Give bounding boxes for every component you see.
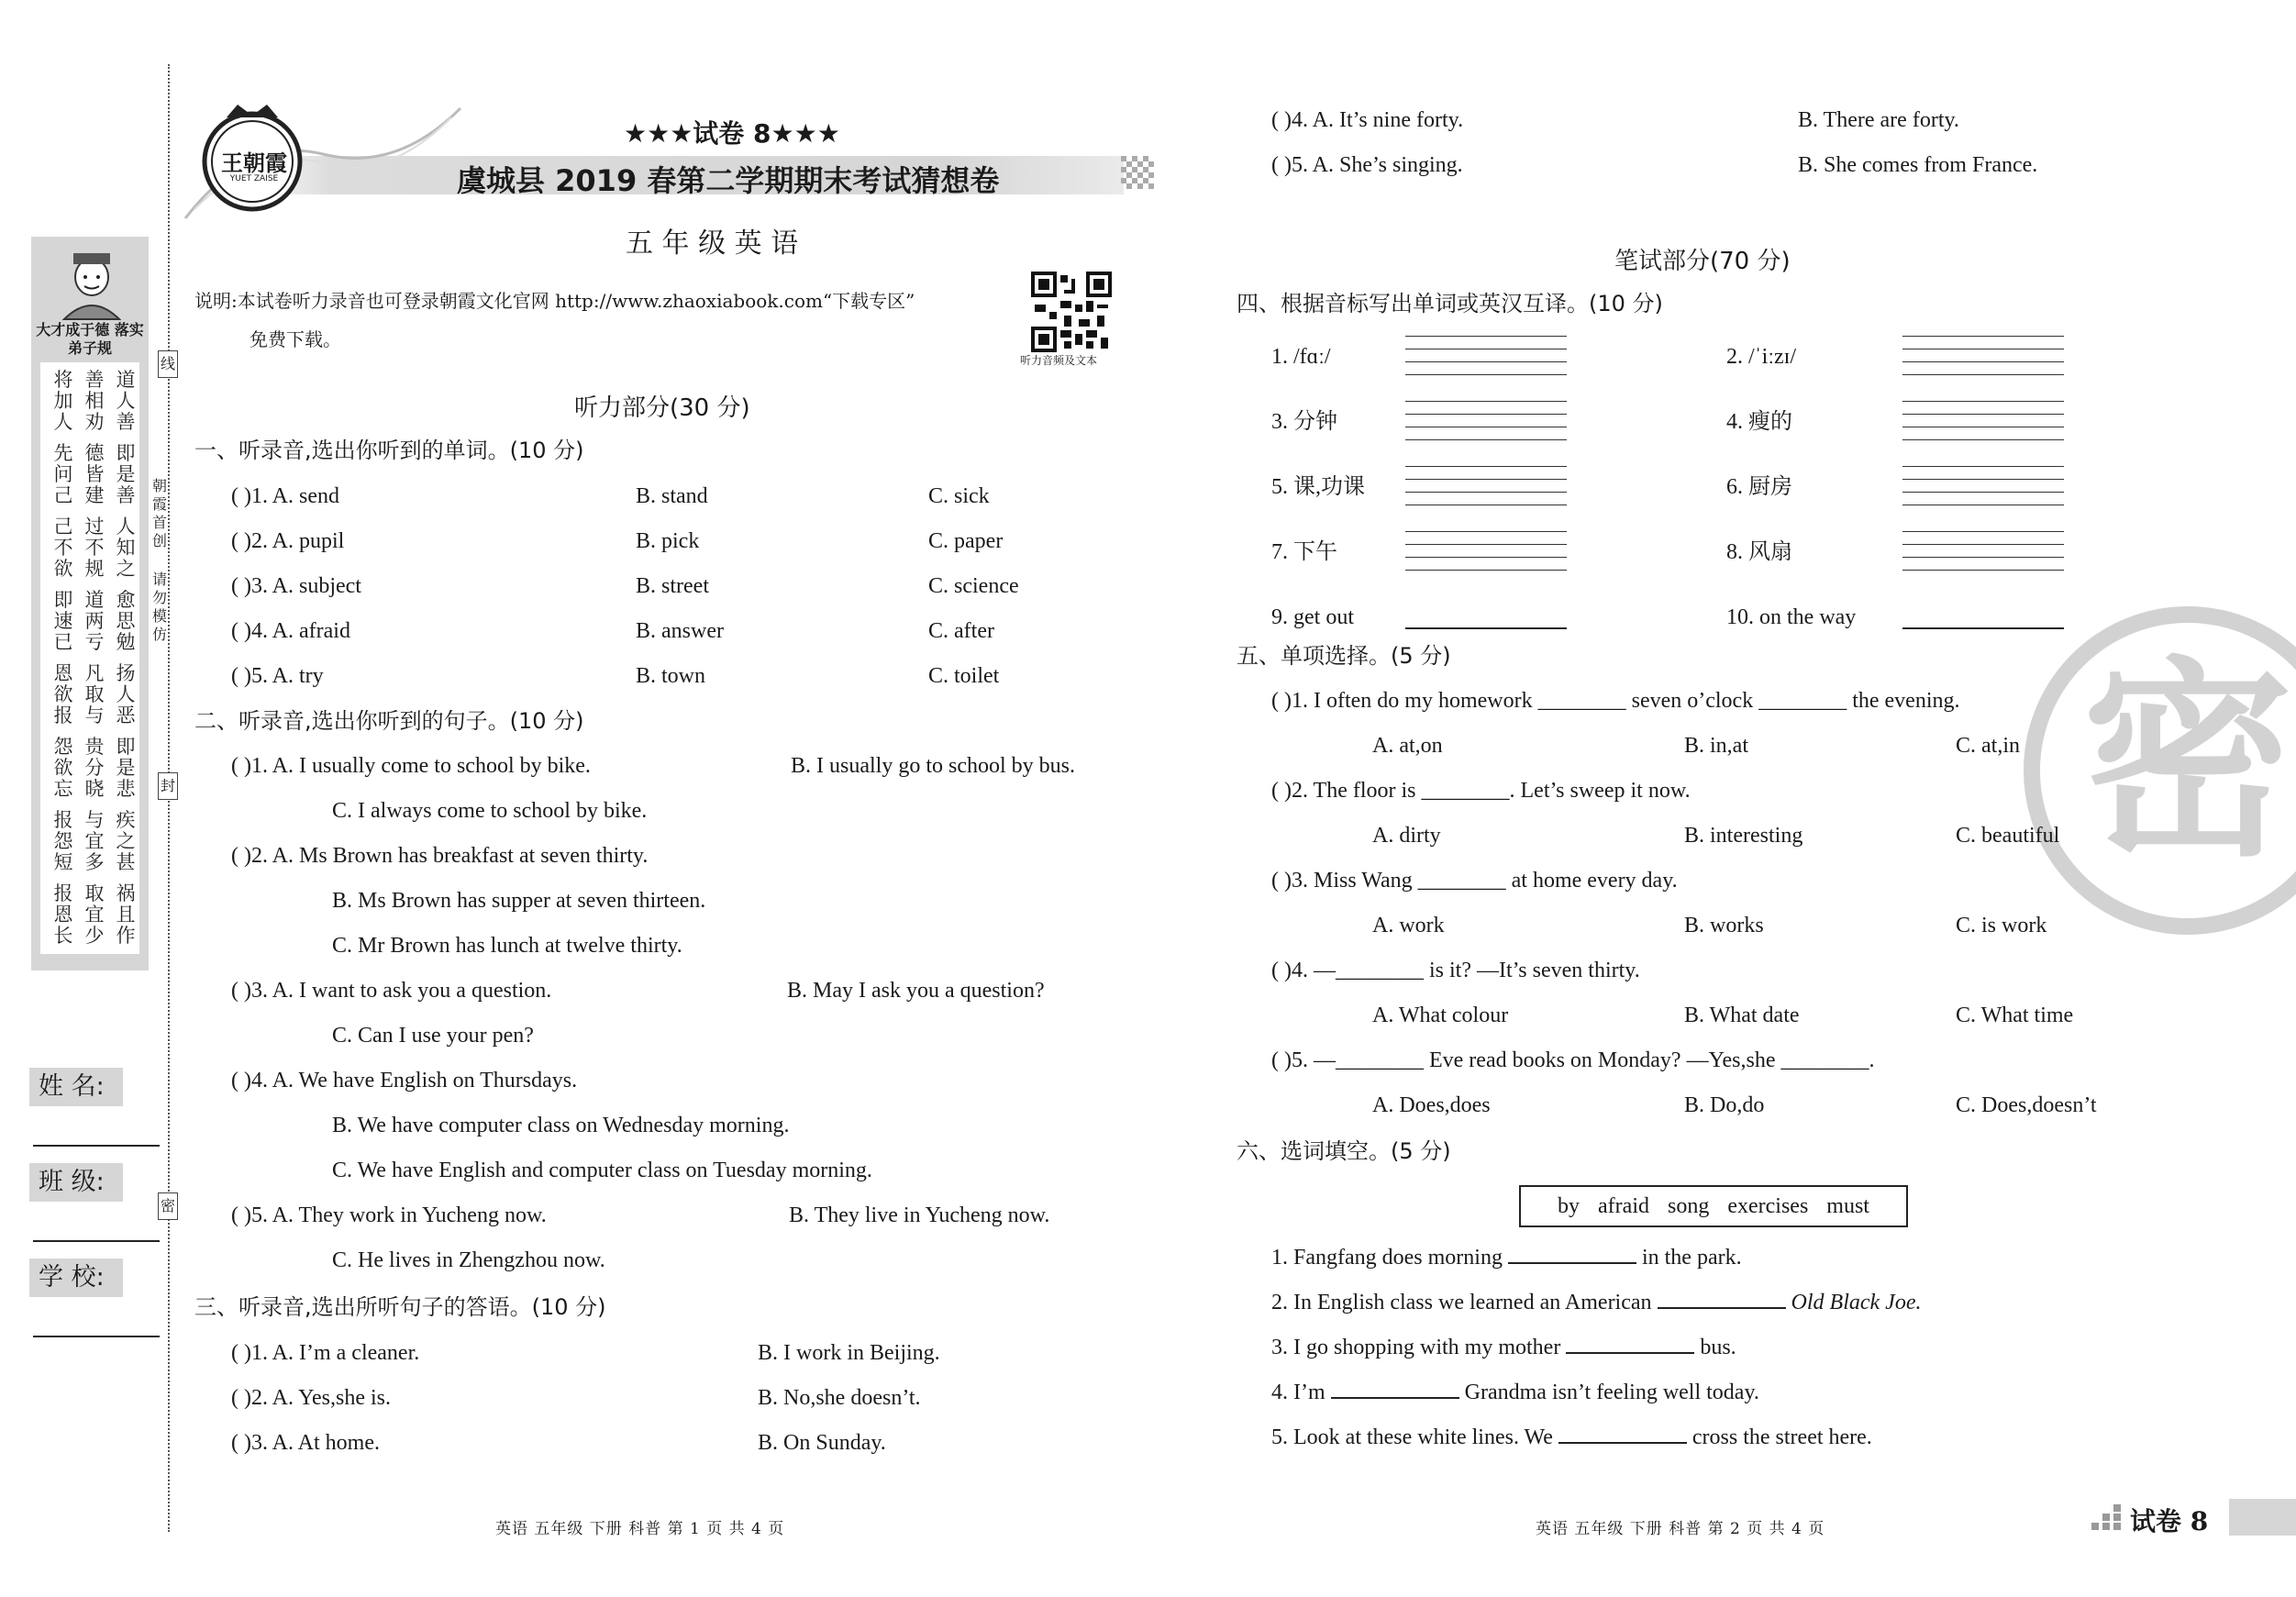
s4-item-6: 6. 厨房 <box>1726 475 1792 499</box>
s4-item-2: 2. /ˈiːzɪ/ <box>1726 345 1796 369</box>
motto-title: 大才成于德 落实弟子规 <box>36 321 144 357</box>
s3-q3-option-b: B. On Sunday. <box>758 1431 886 1455</box>
school-label: 学 校: <box>29 1259 123 1297</box>
listening-section-title: 听力部分(30 分) <box>574 394 750 422</box>
s1-q3-option-a: ( )3. A. subject <box>231 574 361 598</box>
s2-q2-option-b: B. Ms Brown has supper at seven thirteen. <box>332 889 706 913</box>
s1-q2-option-c: C. paper <box>928 529 1004 553</box>
s3-q4-option-b: B. There are forty. <box>1798 108 1959 132</box>
s5-q1-option-c: C. at,in <box>1956 734 2020 758</box>
s5-q3-stem: ( )3. Miss Wang ________ at home every day. <box>1271 869 1678 893</box>
binding-tag-line: 线 <box>158 350 178 378</box>
vertical-text-original: 朝霞首创 <box>151 477 167 549</box>
motto-column: 己不欲 <box>53 516 73 580</box>
s6-line-2: 2. In English class we learned an American Old Black Joe. <box>1271 1291 1922 1314</box>
s2-q4-option-c: C. We have English and computer class on Tuesday morning. <box>332 1159 872 1182</box>
exam-note-2: 免费下载。 <box>250 328 341 350</box>
s5-q2-option-b: B. interesting <box>1684 824 1803 848</box>
s2-q1-option-a: ( )1. A. I usually come to school by bike. <box>231 754 591 778</box>
s4-item-1: 1. /fɑː/ <box>1271 345 1331 369</box>
s2-q1-option-b: B. I usually go to school by bus. <box>791 754 1075 778</box>
section-3-title: 三、听录音,选出所听句子的答语。(10 分) <box>194 1294 606 1320</box>
s1-q4-option-c: C. after <box>928 619 994 643</box>
name-label: 姓 名: <box>29 1068 123 1106</box>
qr-code-icon[interactable] <box>1031 272 1112 352</box>
secret-seal-watermark-icon <box>2023 605 2296 936</box>
motto-column: 德皆建 <box>84 442 105 506</box>
s6-line-1: 1. Fangfang does morning in the park. <box>1271 1246 1742 1270</box>
s2-q5-option-a: ( )5. A. They work in Yucheng now. <box>231 1203 547 1227</box>
motto-column: 善相劝 <box>84 369 105 433</box>
class-field[interactable] <box>33 1240 160 1242</box>
s2-q1-option-c: C. I always come to school by bike. <box>332 799 648 823</box>
motto-column: 愈思勉 <box>116 589 136 653</box>
s1-q5-option-a: ( )5. A. try <box>231 664 324 688</box>
s1-q5-option-b: B. town <box>636 664 706 688</box>
s6-line-3: 3. I go shopping with my mother bus. <box>1271 1336 1736 1359</box>
s5-q2-option-a: A. dirty <box>1372 824 1441 848</box>
s3-q2-option-b: B. No,she doesn’t. <box>758 1386 921 1410</box>
s6-blank-2[interactable] <box>1658 1307 1786 1309</box>
corner-paper-number: 试卷 8 <box>2130 1506 2209 1536</box>
s4-item-3: 3. 分钟 <box>1271 410 1337 434</box>
s2-q4-option-a: ( )4. A. We have English on Thursdays. <box>231 1069 578 1092</box>
s1-q2-option-a: ( )2. A. pupil <box>231 529 345 553</box>
s3-q2-option-a: ( )2. A. Yes,she is. <box>231 1386 392 1410</box>
s5-q4-option-b: B. What date <box>1684 1004 1800 1027</box>
s4-item-10: 10. on the way <box>1726 605 1857 629</box>
s1-q4-option-b: B. answer <box>636 619 724 643</box>
s5-q5-stem: ( )5. —________ Eve read books on Monday? —Yes,she ________. <box>1271 1048 1875 1072</box>
section-5-title: 五、单项选择。(5 分) <box>1237 643 1451 669</box>
s4-item-7: 7. 下午 <box>1271 540 1337 564</box>
qr-caption: 听力音频及文本 <box>1020 354 1098 367</box>
s5-q5-option-b: B. Do,do <box>1684 1093 1765 1117</box>
binding-tag-seal: 封 <box>158 772 178 800</box>
s5-q1-option-b: B. in,at <box>1684 734 1748 758</box>
section-1-title: 一、听录音,选出你听到的单词。(10 分) <box>194 438 584 463</box>
paper-number: ★★★试卷 8★★★ <box>624 118 840 149</box>
exam-note: 说明:本试卷听力录音也可登录朝霞文化官网 http://www.zhaoxiabook.com“下载专区” <box>194 290 915 312</box>
s1-q3-option-c: C. science <box>928 574 1019 598</box>
s5-q3-option-b: B. works <box>1684 914 1764 937</box>
motto-column: 取宜少 <box>84 882 105 947</box>
s3-q1-option-a: ( )1. A. I’m a cleaner. <box>231 1341 420 1365</box>
s2-q3-option-a: ( )3. A. I want to ask you a question. <box>231 979 552 1003</box>
s1-q1-option-b: B. stand <box>636 484 708 508</box>
motto-column: 道两亏 <box>84 589 105 653</box>
s2-q2-option-c: C. Mr Brown has lunch at twelve thirty. <box>332 934 682 958</box>
seal-character: 密 <box>2081 640 2294 885</box>
s2-q5-option-c: C. He lives in Zhengzhou now. <box>332 1248 605 1272</box>
s1-q4-option-a: ( )4. A. afraid <box>231 619 350 643</box>
class-label: 班 级: <box>29 1163 123 1202</box>
s4-answer-line-9[interactable] <box>1405 627 1567 629</box>
checker-pattern-icon <box>1121 156 1154 194</box>
section-2-title: 二、听录音,选出你听到的句子。(10 分) <box>194 708 584 734</box>
s1-q1-option-a: ( )1. A. send <box>231 484 339 508</box>
motto-column: 即是悲 <box>116 736 136 800</box>
s1-q2-option-b: B. pick <box>636 529 700 553</box>
s6-blank-5[interactable] <box>1558 1442 1687 1444</box>
logo-text: 王朝霞 <box>221 152 287 176</box>
s5-q4-option-c: C. What time <box>1956 1004 2074 1027</box>
word-bank: by afraid song exercises must <box>1519 1185 1908 1227</box>
motto-column: 先问己 <box>53 442 73 506</box>
s5-q4-option-a: A. What colour <box>1372 1004 1509 1027</box>
s4-writing-lines-1[interactable] <box>1405 336 1567 391</box>
s5-q2-option-c: C. beautiful <box>1956 824 2060 848</box>
s5-q5-option-c: C. Does,doesn’t <box>1956 1093 2097 1117</box>
motto-column: 恩欲报 <box>53 662 73 726</box>
s4-writing-lines-6[interactable] <box>1902 466 2064 521</box>
s3-q5-option-b: B. She comes from France. <box>1798 153 2038 177</box>
s2-q3-option-c: C. Can I use your pen? <box>332 1024 534 1048</box>
s4-item-4: 4. 瘦的 <box>1726 410 1792 434</box>
corner-bar <box>2229 1499 2296 1536</box>
motto-column: 报怨短 <box>53 809 73 873</box>
footer-page-1: 英语 五年级 下册 科普 第 1 页 共 4 页 <box>495 1520 785 1538</box>
s6-blank-1[interactable] <box>1508 1262 1636 1264</box>
motto-column: 将加人 <box>53 369 73 433</box>
motto-column: 道人善 <box>116 369 136 433</box>
motto-column: 报恩长 <box>53 882 73 947</box>
logo-subtext: YUET ZAISE <box>229 174 279 183</box>
s5-q3-option-a: A. work <box>1372 914 1445 937</box>
motto-column: 贵分晓 <box>84 736 105 800</box>
s5-q3-option-c: C. is work <box>1956 914 2047 937</box>
s4-writing-lines-4[interactable] <box>1902 401 2064 456</box>
s5-q1-option-a: A. at,on <box>1372 734 1443 758</box>
motto-column: 祸且作 <box>116 882 136 947</box>
s6-blank-3[interactable] <box>1566 1352 1694 1354</box>
s1-q3-option-b: B. street <box>636 574 709 598</box>
s4-writing-lines-3[interactable] <box>1405 401 1567 456</box>
s2-q5-option-b: B. They live in Yucheng now. <box>789 1203 1050 1227</box>
section-4-title: 四、根据音标写出单词或英汉互译。(10 分) <box>1237 291 1663 316</box>
s2-q4-option-b: B. We have computer class on Wednesday morning. <box>332 1114 790 1137</box>
motto-column: 疾之甚 <box>116 809 136 873</box>
motto-column: 怨欲忘 <box>53 736 73 800</box>
motto-column: 与宜多 <box>84 809 105 873</box>
s3-q4-option-a: ( )4. A. It’s nine forty. <box>1271 108 1464 132</box>
s3-q1-option-b: B. I work in Beijing. <box>758 1341 940 1365</box>
s5-q4-stem: ( )4. —________ is it? —It’s seven thirty. <box>1271 959 1640 982</box>
s4-writing-lines-7[interactable] <box>1405 531 1567 586</box>
exam-title: 虞城县 2019 春第二学期期末考试猜想卷 <box>457 163 1000 198</box>
s4-writing-lines-5[interactable] <box>1405 466 1567 521</box>
school-field[interactable] <box>33 1336 160 1337</box>
s4-item-8: 8. 风扇 <box>1726 540 1792 564</box>
motto-column: 人知之 <box>116 516 136 580</box>
footer-page-2: 英语 五年级 下册 科普 第 2 页 共 4 页 <box>1536 1520 1825 1538</box>
s4-answer-line-10[interactable] <box>1902 627 2064 629</box>
s5-q2-stem: ( )2. The floor is ________. Let’s sweep it now. <box>1271 779 1691 803</box>
motto-column: 过不规 <box>84 516 105 580</box>
s4-item-5: 5. 课,功课 <box>1271 475 1365 499</box>
subject-title: 五 年 级 英 语 <box>626 227 799 260</box>
s3-q5-option-a: ( )5. A. She’s singing. <box>1271 153 1463 177</box>
s1-q5-option-c: C. toilet <box>928 664 1000 688</box>
s2-q2-option-a: ( )2. A. Ms Brown has breakfast at seven thirty. <box>231 844 649 868</box>
s3-q3-option-a: ( )3. A. At home. <box>231 1431 380 1455</box>
s4-item-9: 9. get out <box>1271 605 1354 629</box>
written-section-title: 笔试部分(70 分) <box>1614 248 1791 275</box>
motto-column: 扬人恶 <box>116 662 136 726</box>
s5-q1-stem: ( )1. I often do my homework ________ seven o’clock ________ the evening. <box>1271 689 1960 713</box>
motto-column: 凡取与 <box>84 662 105 726</box>
s6-line-5: 5. Look at these white lines. We cross the street here. <box>1271 1425 1872 1449</box>
motto-column: 即是善 <box>116 442 136 506</box>
corner-pattern-icon <box>2091 1504 2124 1532</box>
s5-q5-option-a: A. Does,does <box>1372 1093 1491 1117</box>
s4-writing-lines-2[interactable] <box>1902 336 2064 391</box>
section-6-title: 六、选词填空。(5 分) <box>1237 1138 1451 1164</box>
vertical-text-no-copy: 请勿模仿 <box>151 571 167 643</box>
scholar-figure-icon <box>48 240 136 321</box>
motto-column: 即速已 <box>53 589 73 653</box>
binding-tag-secret: 密 <box>158 1192 178 1220</box>
s1-q1-option-c: C. sick <box>928 484 990 508</box>
s4-writing-lines-8[interactable] <box>1902 531 2064 586</box>
s6-line-4: 4. I’m Grandma isn’t feeling well today. <box>1271 1381 1759 1404</box>
name-field[interactable] <box>33 1145 160 1147</box>
s6-blank-4[interactable] <box>1331 1397 1459 1399</box>
s2-q3-option-b: B. May I ask you a question? <box>787 979 1045 1003</box>
